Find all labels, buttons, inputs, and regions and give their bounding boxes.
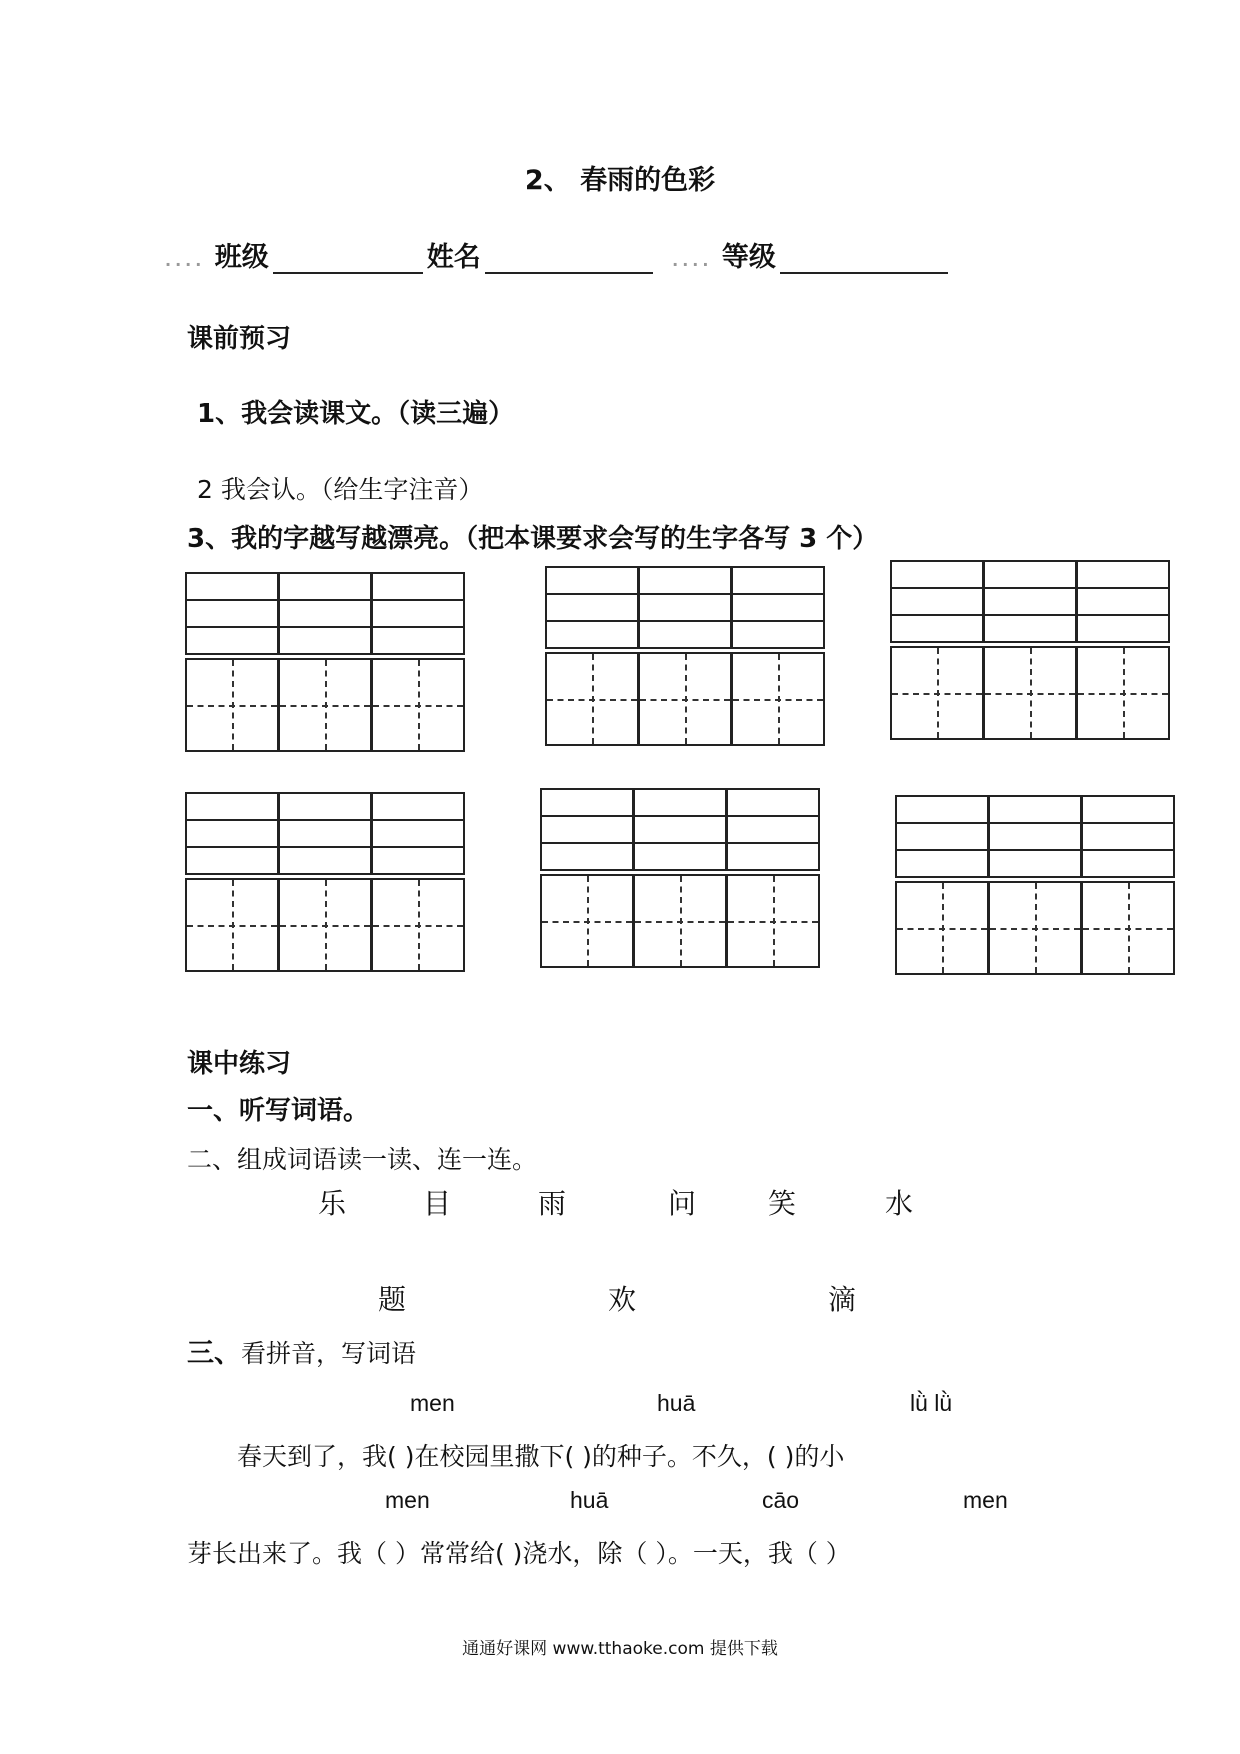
character-column <box>540 788 634 968</box>
match-bottom-char[interactable]: 滴 <box>828 1283 857 1316</box>
character-column <box>1081 795 1175 975</box>
pinyin-hint: lǜ lǜ <box>910 1390 953 1416</box>
pinyin-writing-row[interactable] <box>540 842 634 871</box>
character-column <box>1076 560 1170 740</box>
pinyin-writing-row[interactable] <box>278 792 372 821</box>
pinyin-writing-row[interactable] <box>988 822 1082 851</box>
class-blank[interactable] <box>273 248 423 274</box>
grid-guide-horizontal <box>635 921 725 923</box>
grid-guide-horizontal <box>373 705 463 707</box>
pinyin-writing-row[interactable] <box>545 566 639 595</box>
character-writing-block <box>540 788 826 968</box>
pinyin-writing-row[interactable] <box>638 566 732 595</box>
pinyin-writing-row[interactable] <box>545 620 639 649</box>
pinyin-writing-row[interactable] <box>1076 614 1170 643</box>
character-writing-block <box>545 566 831 746</box>
character-writing-block <box>185 792 471 972</box>
match-top-char[interactable]: 笑 <box>768 1187 797 1220</box>
pinyin-writing-row[interactable] <box>633 842 727 871</box>
character-column <box>731 566 825 746</box>
character-writing-block <box>895 795 1181 975</box>
grid-guide-horizontal <box>373 925 463 927</box>
tian-grid-cell[interactable] <box>185 878 279 972</box>
student-info-line <box>165 235 952 274</box>
pinyin-writing-row[interactable] <box>540 815 634 844</box>
pinyin-hint: men <box>963 1487 1008 1513</box>
tian-grid-cell[interactable] <box>983 646 1077 740</box>
task-write-characters: 3、我的字越写越漂亮。（把本课要求会写的生字各写 3 个） <box>187 524 879 554</box>
match-top-char[interactable]: 水 <box>885 1187 914 1220</box>
character-column <box>726 788 820 968</box>
match-top-char[interactable]: 乐 <box>318 1187 347 1220</box>
match-top-char[interactable]: 问 <box>668 1187 697 1220</box>
exercise-match-words: 二、组成词语读一读、连一连。 <box>187 1145 538 1174</box>
tian-grid-cell[interactable] <box>278 658 372 752</box>
pinyin-writing-row[interactable] <box>1076 587 1170 616</box>
grid-guide-horizontal <box>187 925 277 927</box>
pinyin-writing-row[interactable] <box>185 626 279 655</box>
task-read-text: 1、我会读课文。（读三遍） <box>197 399 515 429</box>
character-column <box>545 566 639 746</box>
match-top-char[interactable]: 雨 <box>538 1187 567 1220</box>
tian-grid-cell[interactable] <box>726 874 820 968</box>
exercise-number: 三、 <box>187 1338 241 1369</box>
pinyin-writing-row[interactable] <box>371 846 465 875</box>
page-footer: 通通好课网 www.tthaoke.com 提供下载 <box>462 1639 778 1659</box>
pinyin-writing-row[interactable] <box>895 849 989 878</box>
pinyin-writing-row[interactable] <box>278 599 372 628</box>
leader-dots: .... <box>165 251 206 270</box>
pinyin-writing-row[interactable] <box>983 587 1077 616</box>
grid-guide-horizontal <box>990 928 1080 930</box>
pinyin-writing-row[interactable] <box>726 815 820 844</box>
pinyin-writing-row[interactable] <box>371 599 465 628</box>
grid-guide-horizontal <box>640 699 730 701</box>
grade-blank[interactable] <box>780 248 948 274</box>
grid-guide-horizontal <box>1078 693 1168 695</box>
worksheet-title: 2、 春雨的色彩 <box>524 165 716 196</box>
pinyin-writing-row[interactable] <box>988 849 1082 878</box>
grid-guide-horizontal <box>547 699 637 701</box>
exercise-pinyin-words <box>187 1331 416 1370</box>
tian-grid-cell[interactable] <box>638 652 732 746</box>
tian-grid-cell[interactable] <box>540 874 634 968</box>
pinyin-writing-row[interactable] <box>185 599 279 628</box>
pinyin-writing-row[interactable] <box>278 626 372 655</box>
pinyin-writing-row[interactable] <box>185 819 279 848</box>
name-blank[interactable] <box>485 248 653 274</box>
name-label: 姓名 <box>426 242 481 273</box>
tian-grid-cell[interactable] <box>890 646 984 740</box>
exercise-instruction: 看拼音，写词语 <box>241 1339 417 1368</box>
pinyin-writing-row[interactable] <box>890 560 984 589</box>
pinyin-writing-row[interactable] <box>371 792 465 821</box>
character-column <box>983 560 1077 740</box>
character-column <box>185 572 279 752</box>
pinyin-writing-row[interactable] <box>638 593 732 622</box>
pinyin-writing-row[interactable] <box>371 626 465 655</box>
grid-guide-horizontal <box>280 705 370 707</box>
pinyin-writing-row[interactable] <box>371 819 465 848</box>
grid-guide-horizontal <box>1083 928 1173 930</box>
pinyin-writing-row[interactable] <box>726 788 820 817</box>
character-column <box>633 788 727 968</box>
class-label: 班级 <box>214 242 269 273</box>
character-writing-block <box>185 572 471 752</box>
character-column <box>185 792 279 972</box>
character-column <box>988 795 1082 975</box>
match-bottom-char[interactable]: 题 <box>378 1283 407 1316</box>
grid-guide-horizontal <box>892 693 982 695</box>
pinyin-writing-row[interactable] <box>1076 560 1170 589</box>
pinyin-writing-row[interactable] <box>278 819 372 848</box>
character-column <box>890 560 984 740</box>
pinyin-writing-row[interactable] <box>1081 795 1175 824</box>
pinyin-writing-row[interactable] <box>890 614 984 643</box>
pinyin-writing-row[interactable] <box>185 572 279 601</box>
exercise-dictation: 一、听写词语。 <box>187 1096 370 1126</box>
pinyin-writing-row[interactable] <box>633 788 727 817</box>
pinyin-writing-row[interactable] <box>185 846 279 875</box>
pinyin-writing-row[interactable] <box>185 792 279 821</box>
tian-grid-cell[interactable] <box>185 658 279 752</box>
pinyin-hint: men <box>385 1487 430 1513</box>
character-column <box>371 572 465 752</box>
pinyin-writing-row[interactable] <box>895 822 989 851</box>
preview-heading: 课前预习 <box>187 324 292 354</box>
grid-guide-horizontal <box>187 705 277 707</box>
pinyin-writing-row[interactable] <box>540 788 634 817</box>
leader-dots-2: .... <box>672 251 713 270</box>
tian-grid-cell[interactable] <box>633 874 727 968</box>
pinyin-writing-row[interactable] <box>545 593 639 622</box>
character-column <box>278 792 372 972</box>
task-recognize: 2 我会认。（给生字注音） <box>197 475 484 504</box>
grade-label: 等级 <box>721 242 776 273</box>
pinyin-writing-row[interactable] <box>983 614 1077 643</box>
tian-grid-cell[interactable] <box>545 652 639 746</box>
tian-grid-cell[interactable] <box>1076 646 1170 740</box>
character-column <box>278 572 372 752</box>
grid-guide-horizontal <box>280 925 370 927</box>
grid-guide-horizontal <box>897 928 987 930</box>
pinyin-writing-row[interactable] <box>731 566 825 595</box>
pinyin-writing-row[interactable] <box>895 795 989 824</box>
pinyin-writing-row[interactable] <box>633 815 727 844</box>
pinyin-hint: cāo <box>762 1487 800 1513</box>
tian-grid-cell[interactable] <box>371 878 465 972</box>
tian-grid-cell[interactable] <box>371 658 465 752</box>
pinyin-hint: men <box>410 1390 455 1416</box>
character-writing-block <box>890 560 1176 740</box>
practice-heading: 课中练习 <box>187 1049 292 1079</box>
pinyin-writing-row[interactable] <box>278 572 372 601</box>
pinyin-writing-row[interactable] <box>278 846 372 875</box>
pinyin-hint: huā <box>657 1390 696 1416</box>
match-top-char[interactable]: 目 <box>423 1187 452 1220</box>
match-bottom-char[interactable]: 欢 <box>608 1283 637 1316</box>
pinyin-writing-row[interactable] <box>983 560 1077 589</box>
pinyin-writing-row[interactable] <box>1081 849 1175 878</box>
grid-guide-horizontal <box>542 921 632 923</box>
character-column <box>638 566 732 746</box>
fill-in-sentence[interactable]: 芽长出来了。我（ ）常常给( )浇水，除（ ）。一天，我（ ） <box>187 1539 851 1568</box>
fill-in-sentence[interactable]: 春天到了，我( )在校园里撒下( )的种子。不久，( )的小 <box>237 1442 845 1471</box>
pinyin-writing-row[interactable] <box>726 842 820 871</box>
pinyin-writing-row[interactable] <box>638 620 732 649</box>
tian-grid-cell[interactable] <box>731 652 825 746</box>
pinyin-hint: huā <box>570 1487 609 1513</box>
character-column <box>895 795 989 975</box>
grid-guide-horizontal <box>985 693 1075 695</box>
tian-grid-cell[interactable] <box>1081 881 1175 975</box>
tian-grid-cell[interactable] <box>278 878 372 972</box>
pinyin-writing-row[interactable] <box>1081 822 1175 851</box>
pinyin-writing-row[interactable] <box>731 620 825 649</box>
pinyin-writing-row[interactable] <box>988 795 1082 824</box>
tian-grid-cell[interactable] <box>895 881 989 975</box>
grid-guide-horizontal <box>733 699 823 701</box>
pinyin-writing-row[interactable] <box>890 587 984 616</box>
pinyin-writing-row[interactable] <box>731 593 825 622</box>
grid-guide-horizontal <box>728 921 818 923</box>
character-column <box>371 792 465 972</box>
pinyin-writing-row[interactable] <box>371 572 465 601</box>
tian-grid-cell[interactable] <box>988 881 1082 975</box>
